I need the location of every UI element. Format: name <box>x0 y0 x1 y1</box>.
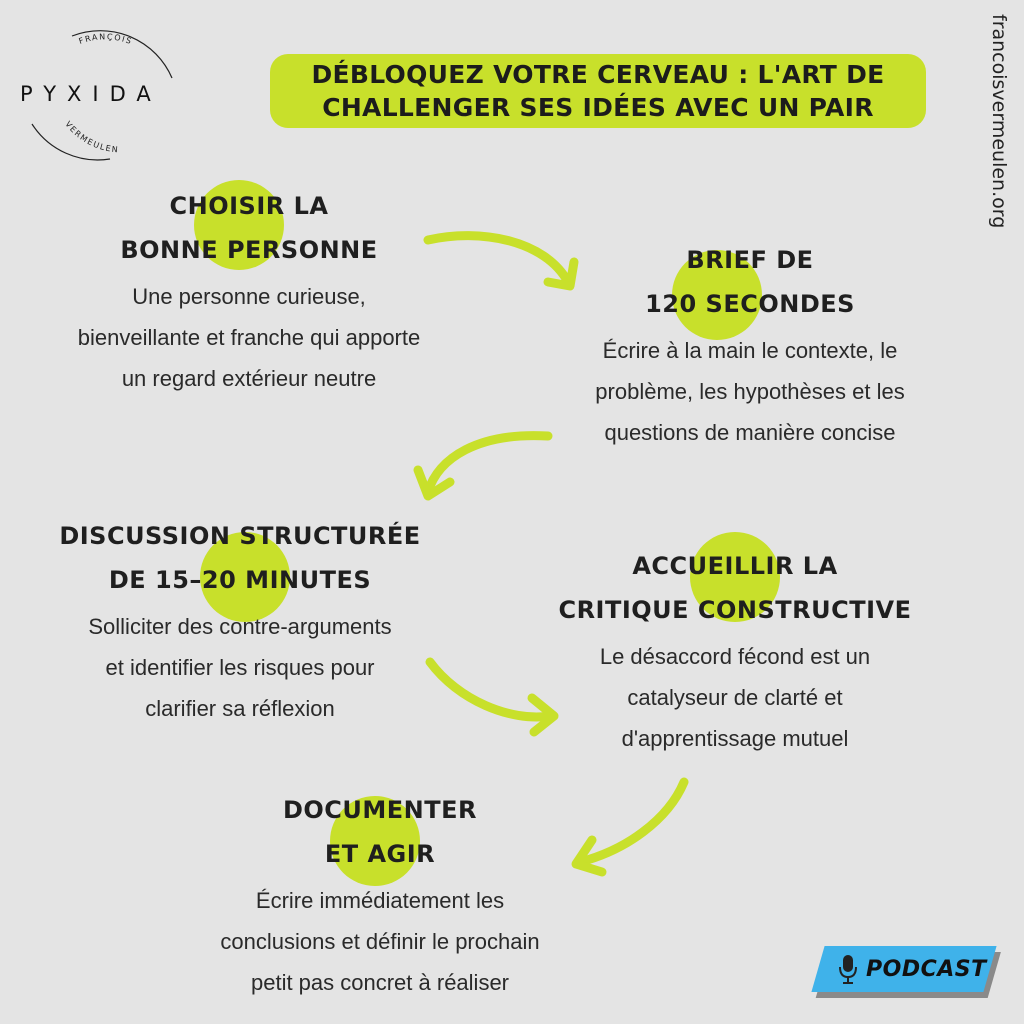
step-brief-de-120-secondes <box>550 236 950 453</box>
step-description-line: un regard extérieur neutre <box>121 366 377 391</box>
step-title-line: ACCUEILLIR LA <box>632 552 838 580</box>
step-accueillir-la-critique <box>540 542 930 759</box>
logo-arc-top-text: FRANÇOIS <box>77 32 134 47</box>
step-title-line: DOCUMENTER <box>282 796 478 824</box>
step-description-line: petit pas concret à réaliser <box>250 970 510 995</box>
arrow-step4-to-step5-icon <box>576 782 684 872</box>
logo-arc-bottom-text: VERMEULEN <box>63 119 120 155</box>
title-banner <box>270 54 926 128</box>
arrow-step2-to-step3-icon <box>418 436 548 496</box>
step-title-line: CRITIQUE CONSTRUCTIVE <box>558 596 912 624</box>
step-description-line: conclusions et définir le prochain <box>220 929 540 954</box>
step-description-line: Écrire à la main le contexte, le <box>602 338 898 363</box>
step-description-line: Solliciter des contre-arguments <box>88 614 392 639</box>
title-line-1: DÉBLOQUEZ VOTRE CERVEAU : L'ART DE <box>311 60 885 89</box>
step-description-line: et identifier les risques pour <box>105 655 375 680</box>
logo-wordmark: PYXIDA <box>20 82 162 106</box>
podcast-badge[interactable] <box>818 946 1002 998</box>
step-description-line: problème, les hypothèses et les <box>595 379 905 404</box>
podcast-label: PODCAST <box>866 956 987 982</box>
step-title-line: BONNE PERSONNE <box>120 236 378 264</box>
step-choisir-la-bonne-personne <box>24 182 474 399</box>
step-description-line: questions de manière concise <box>604 420 896 445</box>
step-description-line: d'apprentissage mutuel <box>621 726 849 751</box>
step-description-line: catalyseur de clarté et <box>627 685 843 710</box>
step-title-line: BRIEF DE <box>686 246 814 274</box>
site-url: francoisvermeulen.org <box>988 14 1010 229</box>
step-discussion-structuree <box>20 512 460 729</box>
title-line-2: CHALLENGER SES IDÉES AVEC UN PAIR <box>322 93 874 122</box>
svg-text:VERMEULEN <box>63 120 119 155</box>
step-title-line: CHOISIR LA <box>169 192 329 220</box>
step-description-line: clarifier sa réflexion <box>145 696 335 721</box>
step-title-line: DE 15–20 MINUTES <box>108 566 372 594</box>
pyxida-logo <box>10 14 200 164</box>
step-title-line: ET AGIR <box>324 840 436 868</box>
step-description-line: bienveillante et franche qui apporte <box>77 325 421 350</box>
step-description-line: Une personne curieuse, <box>132 284 366 309</box>
step-description-line: Le désaccord fécond est un <box>599 644 871 669</box>
step-title-line: DISCUSSION STRUCTURÉE <box>59 522 421 550</box>
step-title-line: 120 SECONDES <box>645 290 855 318</box>
microphone-icon <box>838 953 858 985</box>
step-description-line: Écrire immédiatement les <box>255 888 505 913</box>
step-documenter-et-agir <box>170 786 590 1003</box>
